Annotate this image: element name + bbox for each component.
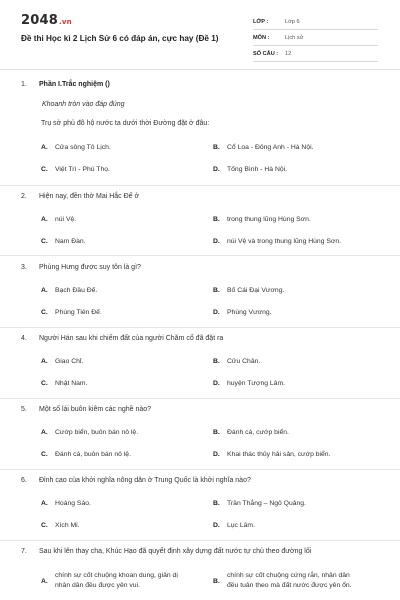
- question-text: Hiện nay, đền thờ Mai Hắc Đế ở: [39, 193, 140, 200]
- option-letter: D.: [213, 380, 220, 387]
- option-letter: A.: [41, 216, 48, 223]
- page-title: Đề thi Học kì 2 Lịch Sử 6 có đáp án, cực hay (Đề 1): [21, 34, 219, 43]
- option-text: chính sự cốt chuộng cứng rắn, nhân dân đều tuân theo mà đất nước được yên ổn.: [227, 572, 352, 589]
- option-letter: D.: [213, 522, 220, 529]
- option-b[interactable]: [213, 216, 311, 223]
- option-letter: A.: [41, 577, 48, 585]
- meta-row-count: [253, 47, 378, 62]
- option-letter: C.: [41, 309, 48, 316]
- meta-key: LỚP :: [253, 19, 269, 25]
- question-text: Đỉnh cao của khởi nghĩa nông dân ở Trung Quốc là khởi nghĩa nào?: [39, 477, 251, 484]
- instruction-text: Khoanh tròn vào đáp đúng: [42, 101, 125, 108]
- option-text: Bạch Đầu Đế.: [55, 287, 98, 294]
- option-a[interactable]: [41, 216, 76, 223]
- option-b[interactable]: [213, 429, 289, 436]
- logo-tld: .vn: [58, 18, 72, 26]
- option-text: Bố Cái Đại Vương.: [227, 287, 285, 294]
- option-text: Nam Đàn.: [55, 238, 86, 245]
- option-d[interactable]: [213, 166, 287, 173]
- option-b[interactable]: [213, 144, 314, 151]
- question-number: 2.: [21, 193, 27, 200]
- option-letter: A.: [41, 287, 48, 294]
- option-letter: C.: [41, 451, 48, 458]
- option-letter: A.: [41, 429, 48, 436]
- option-b[interactable]: [213, 571, 362, 591]
- option-text: Việt Trì - Phú Thọ.: [55, 166, 110, 173]
- option-c[interactable]: [41, 522, 80, 529]
- option-letter: A.: [41, 500, 48, 507]
- option-letter: B.: [213, 500, 220, 507]
- option-text: núi Vệ và trong thung lũng Hùng Sơn.: [227, 238, 342, 245]
- option-letter: B.: [213, 429, 220, 436]
- question-number: 7.: [21, 548, 27, 555]
- option-letter: D.: [213, 309, 220, 316]
- option-a[interactable]: [41, 287, 97, 294]
- option-letter: B.: [213, 577, 220, 585]
- option-text: Giao Chỉ.: [55, 358, 84, 365]
- option-text: Xích Mi.: [55, 522, 80, 529]
- option-a[interactable]: [41, 500, 91, 507]
- option-text: chính sự cốt chuộng khoan dung, giản dị nhân dân đều được yên vui.: [55, 572, 178, 589]
- option-text: Nhật Nam.: [55, 380, 88, 387]
- option-b[interactable]: [213, 500, 306, 507]
- option-c[interactable]: [41, 309, 102, 316]
- exam-meta: [253, 15, 378, 63]
- meta-row-subject: [253, 31, 378, 46]
- option-text: Đánh cá, cướp biển.: [227, 429, 289, 436]
- option-letter: D.: [213, 451, 220, 458]
- option-letter: C.: [41, 380, 48, 387]
- question-text: Sau khi lên thay cha, Khúc Hạo đã quyết định xây dựng đất nước tự chủ theo đường lối: [39, 548, 312, 555]
- option-letter: B.: [213, 144, 220, 151]
- option-d[interactable]: [213, 380, 285, 387]
- meta-value: 12: [285, 51, 292, 57]
- header: [0, 0, 400, 62]
- option-a[interactable]: [41, 144, 111, 151]
- option-text: Đánh cá, buôn bán nô lệ.: [55, 451, 131, 458]
- question-text: Người Hán sau khi chiếm đất của người Chăm cổ đã đặt ra: [39, 335, 224, 342]
- option-d[interactable]: [213, 238, 341, 245]
- question-text: Trụ sở phủ đô hộ nước ta dưới thời Đường đặt ở đâu:: [41, 120, 210, 127]
- question-divider: [0, 398, 400, 399]
- option-letter: D.: [213, 238, 220, 245]
- option-letter: B.: [213, 358, 220, 365]
- option-text: Khai thác thủy hải sản, cướp biển.: [227, 451, 331, 458]
- question-text: Một số lái buôn kiêm các nghề nào?: [39, 406, 152, 413]
- option-text: núi Vệ.: [55, 216, 77, 223]
- question-divider: [0, 540, 400, 541]
- option-letter: C.: [41, 522, 48, 529]
- site-logo[interactable]: [21, 13, 72, 28]
- option-c[interactable]: [41, 238, 86, 245]
- option-text: Cướp biển, buôn bán nô lệ.: [55, 429, 139, 436]
- option-text: Cửa sông Tô Lịch.: [55, 144, 111, 151]
- option-text: trong thung lũng Hùng Sơn.: [227, 216, 311, 223]
- question-number: 1.: [21, 81, 27, 88]
- option-text: Cửu Chân.: [227, 358, 261, 365]
- meta-key: SỐ CÂU :: [253, 51, 279, 57]
- option-c[interactable]: [41, 451, 131, 458]
- option-a[interactable]: [41, 358, 83, 365]
- question-text: Phùng Hưng được suy tôn là gì?: [39, 264, 141, 271]
- option-letter: A.: [41, 144, 48, 151]
- option-letter: B.: [213, 287, 220, 294]
- option-c[interactable]: [41, 380, 87, 387]
- question-number: 3.: [21, 264, 27, 271]
- option-text: Hoàng Sào.: [55, 500, 91, 507]
- option-a[interactable]: [41, 429, 138, 436]
- option-text: Phùng Vương.: [227, 309, 272, 316]
- option-text: huyện Tượng Lâm.: [227, 380, 286, 387]
- meta-value: Lịch sử: [285, 35, 304, 41]
- option-text: Tống Bình - Hà Nội.: [227, 166, 288, 173]
- option-text: Cổ Loa - Đông Anh - Hà Nội.: [227, 144, 314, 151]
- option-text: Trần Thắng – Ngô Quảng.: [227, 500, 306, 507]
- question-divider: [0, 255, 400, 256]
- option-d[interactable]: [213, 309, 272, 316]
- question-divider: [0, 469, 400, 470]
- option-letter: C.: [41, 238, 48, 245]
- meta-value: Lớp 6: [285, 19, 300, 25]
- option-text: Phùng Tiên Đế.: [55, 309, 102, 316]
- question-divider: [0, 327, 400, 328]
- option-b[interactable]: [213, 358, 260, 365]
- header-divider: [0, 69, 400, 70]
- question-number: 6.: [21, 477, 27, 484]
- option-letter: A.: [41, 358, 48, 365]
- option-a[interactable]: [41, 571, 190, 591]
- option-text: Lục Lâm.: [227, 522, 255, 529]
- meta-row-class: [253, 15, 378, 30]
- meta-key: MÔN :: [253, 35, 270, 41]
- option-letter: D.: [213, 166, 220, 173]
- option-letter: C.: [41, 166, 48, 173]
- question-number: 5.: [21, 406, 27, 413]
- question-number: 4.: [21, 335, 27, 342]
- option-b[interactable]: [213, 287, 284, 294]
- question-divider: [0, 185, 400, 186]
- option-c[interactable]: [41, 166, 110, 173]
- section-title: Phần I.Trắc nghiệm (): [39, 81, 110, 88]
- logo-text: 2048: [21, 13, 58, 28]
- option-letter: B.: [213, 216, 220, 223]
- option-d[interactable]: [213, 522, 255, 529]
- option-d[interactable]: [213, 451, 330, 458]
